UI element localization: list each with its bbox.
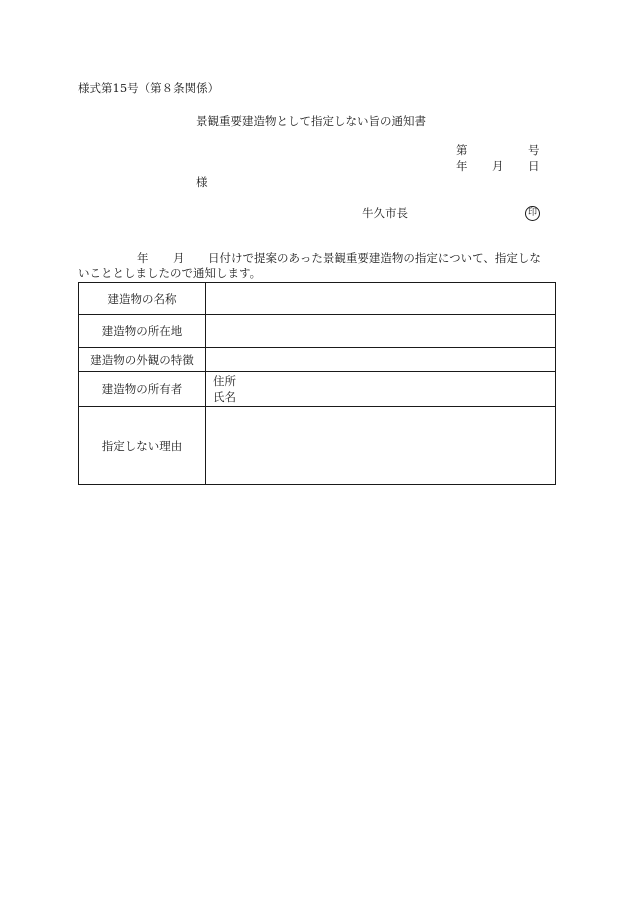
field-building-features[interactable] [206,348,556,372]
label-reason: 指定しない理由 [79,407,206,485]
sender-mayor: 牛久市長 [362,206,408,220]
label-building-owner: 建造物の所有者 [79,372,206,407]
date-month: 月 [492,159,504,173]
owner-address-label: 住所 [213,374,236,388]
label-building-name: 建造物の名称 [79,283,206,315]
field-building-owner[interactable] [206,372,556,407]
building-info-table [78,282,556,485]
date-year: 年 [456,159,468,173]
reference-go: 号 [528,143,540,157]
label-building-features: 建造物の外観の特徴 [79,348,206,372]
document-title: 景観重要建造物として指定しない旨の通知書 [196,114,426,128]
body-year: 年 [137,251,149,265]
table-row [79,283,556,315]
label-building-location: 建造物の所在地 [79,315,206,348]
table-row [79,348,556,372]
field-reason[interactable] [206,407,556,485]
table-row [79,407,556,485]
date-day: 日 [528,159,540,173]
field-building-location[interactable] [206,315,556,348]
body-line1: 日付けで提案のあった景観重要建造物の指定について、指定しな [208,251,541,265]
owner-name-label: 氏名 [213,390,236,404]
seal-mark: 印 [525,206,540,221]
table-row [79,315,556,348]
body-line2: いこととしましたので通知します。 [78,266,262,280]
form-number: 様式第15号（第８条関係） [78,81,220,95]
body-month: 月 [173,251,185,265]
addressee-honorific: 様 [196,175,208,189]
field-building-name[interactable] [206,283,556,315]
table-row [79,372,556,407]
reference-dai: 第 [456,143,468,157]
